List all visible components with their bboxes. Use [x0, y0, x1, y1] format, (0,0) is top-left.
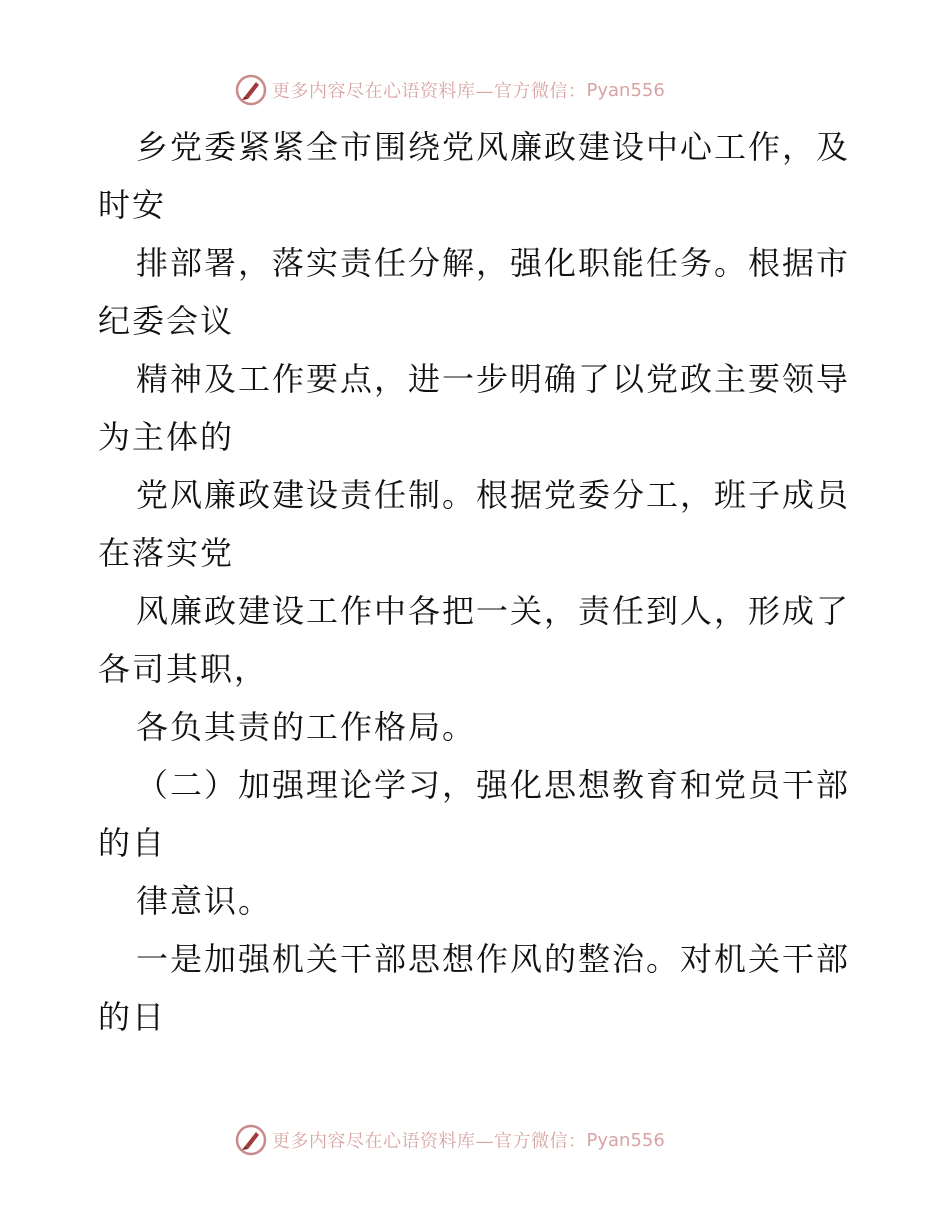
header-watermark [234, 72, 665, 108]
body-line: 党风廉政建设责任制。根据党委分工，班子成员 [136, 476, 851, 514]
body-line: 各司其职， [98, 650, 269, 688]
footer-watermark [234, 1122, 665, 1158]
body-line: （二）加强理论学习，强化思想教育和党员干部 [136, 766, 851, 804]
body-line: 律意识。 [136, 882, 273, 920]
body-line: 风廉政建设工作中各把一关，责任到人，形成了 [136, 592, 851, 630]
watermark-wechat-id: Pyan556 [586, 79, 665, 101]
pen-nib-circle-icon [234, 73, 268, 107]
body-line: 纪委会议 [98, 302, 235, 340]
watermark-text: 更多内容尽在心语资料库—官方微信： [272, 1131, 587, 1152]
body-line: 精神及工作要点，进一步明确了以党政主要领导 [136, 360, 851, 398]
body-line: 时安 [98, 186, 167, 224]
document-body [98, 118, 858, 1046]
body-line: 为主体的 [98, 418, 235, 456]
body-line: 的日 [98, 998, 167, 1036]
body-line: 各负其责的工作格局。 [136, 708, 477, 746]
pen-nib-circle-icon [234, 1123, 268, 1157]
body-line: 的自 [98, 824, 167, 862]
body-line: 在落实党 [98, 534, 235, 572]
watermark-wechat-id: Pyan556 [586, 1129, 665, 1151]
body-line: 排部署，落实责任分解，强化职能任务。根据市 [136, 244, 851, 282]
watermark-text: 更多内容尽在心语资料库—官方微信： [272, 81, 587, 102]
body-line: 一是加强机关干部思想作风的整治。对机关干部 [136, 940, 851, 978]
body-line: 乡党委紧紧全市围绕党风廉政建设中心工作，及 [136, 128, 851, 166]
